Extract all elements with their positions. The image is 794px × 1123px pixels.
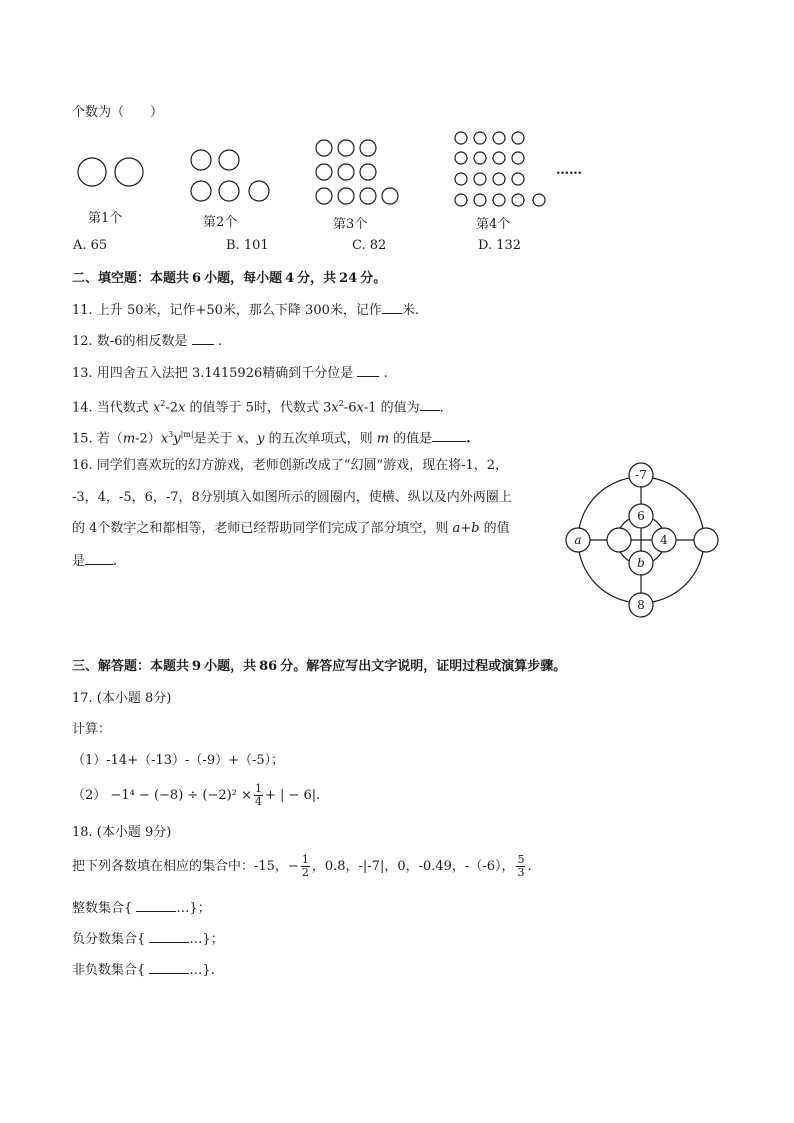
- pattern-ellipsis: ……: [556, 163, 582, 178]
- node-outer-right: [694, 528, 718, 552]
- question-16-line-4: 是 .: [72, 554, 118, 569]
- option-d: D. 132: [478, 238, 522, 253]
- question-12: 12. 数-6的相反数是 .: [72, 334, 222, 349]
- node-label-bottom: 8: [637, 598, 645, 612]
- non-negative-set-blank[interactable]: [149, 961, 189, 974]
- caption-figure-4: 第4个: [476, 217, 511, 232]
- integer-set-blank[interactable]: [136, 899, 176, 912]
- question-17-label: 计算：: [72, 722, 112, 737]
- integer-set-line: 整数集合{ …}；: [72, 901, 211, 916]
- magic-circle-diagram: [560, 455, 750, 625]
- question-16-line-3: 的 4个数字之和都相等，老师已经帮助同学们完成了部分填空，则 a+b 的值: [72, 521, 510, 536]
- question-18-stem: 把下列各数填在相应的集合中：-15，− $\frac{1}{2}$ ，0.8，-|-7|，0，-0.49，-（-6）， $\frac{5}{3}$ .: [72, 853, 532, 879]
- question-11: 11. 上升 50米，记作+50米，那么下降 300米，记作 米.: [72, 303, 420, 318]
- node-label-inner-bottom: b: [637, 556, 645, 570]
- node-inner-left: [607, 528, 631, 552]
- question-15: 15. 若$(m-2)x^3y^{|m|}$是关于 x、y 的五次单项式，则 m 的值是 .: [72, 430, 471, 447]
- section2-heading: 二、填空题：本题共 6 小题，每小题 4 分，共 24 分。: [72, 271, 387, 286]
- node-label-top: -7: [635, 468, 647, 482]
- caption-figure-3: 第3个: [333, 217, 368, 232]
- question-18-title: 18. (本小题 9分): [72, 825, 172, 840]
- question-17-title: 17. (本小题 8分): [72, 691, 172, 706]
- question-17-part-2: （2） −1⁴ − (−8) ÷ (−2)² × $\frac{1}{4}$ + | − 6|.: [72, 782, 321, 808]
- node-label-inner-right: 4: [660, 533, 668, 547]
- option-c: C. 82: [352, 238, 387, 253]
- caption-figure-1: 第1个: [88, 211, 123, 226]
- question-17-part-1: （1）-14+（-13）-（-9）+（-5）；: [72, 753, 285, 768]
- q10-stem-tail: 个数为（ ）: [72, 105, 164, 120]
- node-label-inner-top: 6: [637, 509, 645, 523]
- option-b: B. 101: [226, 238, 269, 253]
- question-14: 14. 当代数式 $x^2-2x$ 的值等于 5时，代数式 $3x^2-6x-1$ 的值为 .: [72, 399, 444, 416]
- non-negative-set-line: 非负数集合{ …}.: [72, 963, 215, 978]
- option-a: A. 65: [73, 238, 108, 253]
- negative-fraction-set-blank[interactable]: [149, 930, 189, 943]
- section3-heading: 三、解答题：本题共 9 小题，共 86 分。解答应写出文字说明，证明过程或演算步骤。: [72, 659, 567, 674]
- node-label-left: a: [574, 533, 582, 547]
- question-13: 13. 用四舍五入法把 3.1415926精确到千分位是 .: [72, 366, 388, 381]
- caption-figure-2: 第2个: [203, 215, 238, 230]
- circle-pattern-figure: [0, 125, 794, 215]
- question-16-line-1: 16. 同学们喜欢玩的幻方游戏，老师创新改成了“幻圆”游戏，现在将-1，2，: [72, 458, 509, 473]
- question-16-line-2: -3，4，-5，6，-7，8分别填入如图所示的圆圈内，使横、纵以及内外两圈上: [72, 490, 512, 505]
- negative-fraction-set-line: 负分数集合{ …}；: [72, 932, 224, 947]
